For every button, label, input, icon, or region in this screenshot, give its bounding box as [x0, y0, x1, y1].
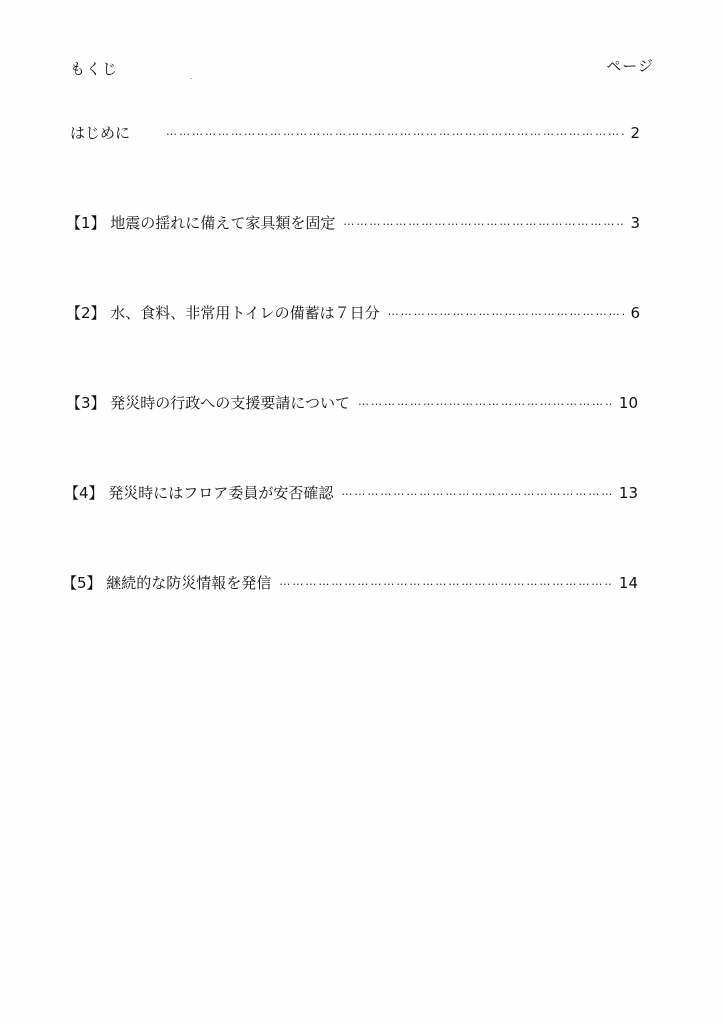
toc-entry-1	[66, 212, 640, 233]
toc-entry-label: 【1】 地震の揺れに備えて家具類を固定	[66, 214, 336, 232]
toc-entry-4	[64, 482, 638, 503]
toc-entry-5	[62, 572, 638, 593]
toc-entry-label: 【2】 水、食料、非常用トイレの備蓄は７日分	[66, 304, 380, 322]
toc-entry-label: 【3】 発災時の行政への支援要請について	[66, 394, 351, 412]
toc-entry-2	[66, 302, 640, 323]
toc-page-number: 13	[618, 484, 638, 502]
toc-leader-dots	[279, 575, 613, 588]
toc-page-number: 2	[630, 124, 640, 142]
toc-entry-label: はじめに	[70, 124, 131, 142]
toc-title: もくじ	[70, 60, 119, 78]
toc-entry-label: 【4】 発災時にはフロア委員が安否確認	[64, 484, 334, 502]
toc-page-number: 3	[630, 214, 640, 232]
toc-entry-label: 【5】 継続的な防災情報を発信	[62, 574, 272, 592]
toc-page-number: 14	[618, 574, 638, 592]
toc-leader-dots	[341, 485, 613, 498]
toc-page-number: 10	[618, 394, 638, 412]
toc-page-number: 6	[630, 304, 640, 322]
page-column-label: ページ	[606, 57, 654, 75]
scan-speck	[190, 78, 192, 79]
toc-entry-3	[66, 392, 638, 413]
toc-entry-intro	[70, 122, 640, 143]
toc-leader-dots	[343, 215, 624, 228]
toc-leader-dots	[166, 125, 624, 138]
toc-leader-dots	[388, 305, 625, 318]
toc-leader-dots	[358, 395, 613, 408]
